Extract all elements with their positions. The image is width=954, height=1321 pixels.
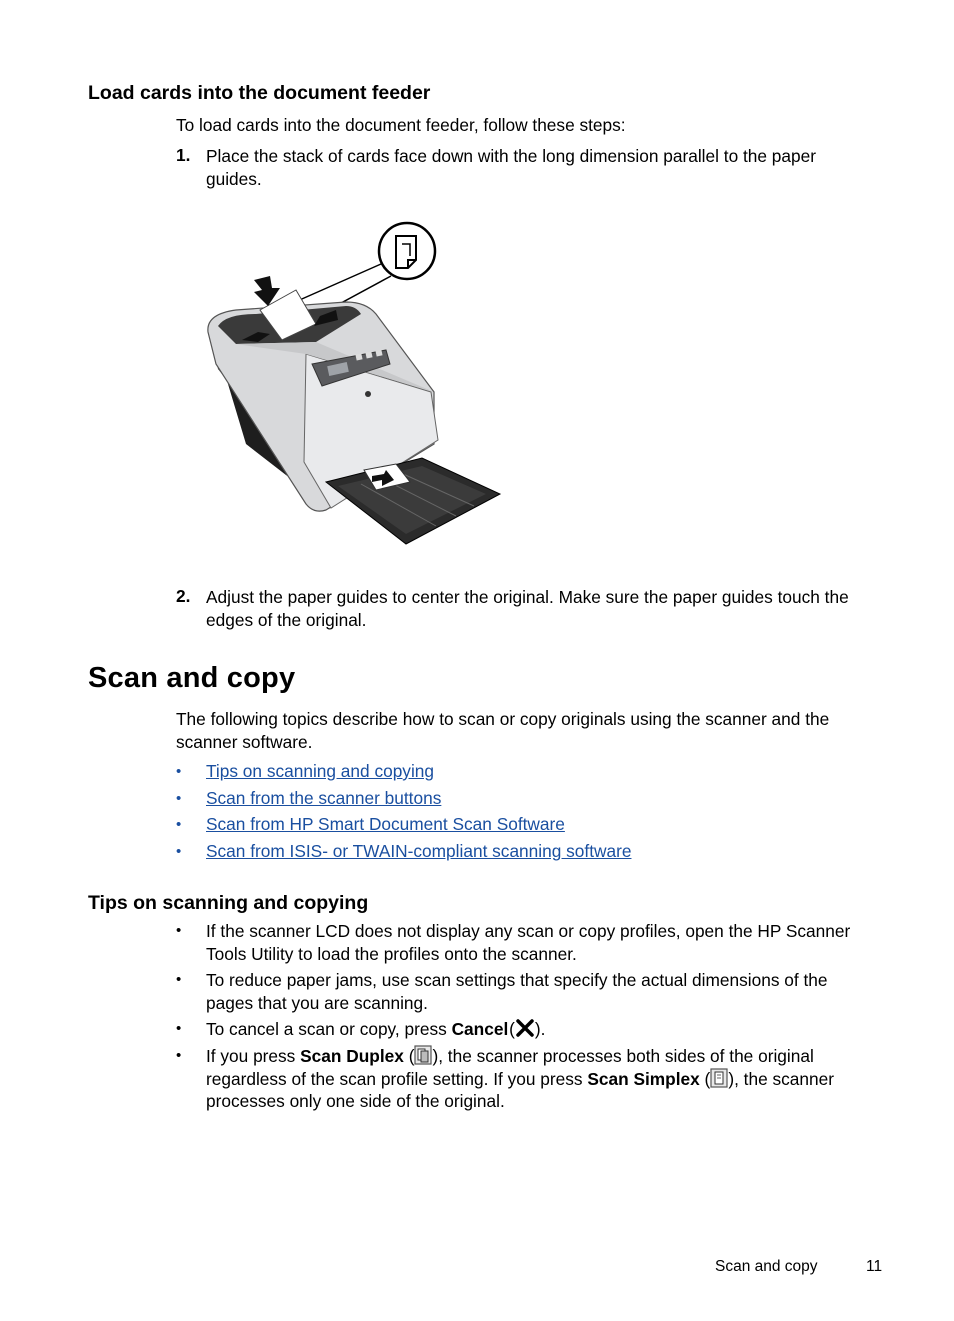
list-bullet: • (176, 1047, 182, 1064)
step-2-line2: edges of the original. (206, 609, 367, 630)
link-scan-from-isis-twain[interactable]: Scan from ISIS- or TWAIN-compliant scanning software (206, 841, 632, 861)
tip-2 (206, 969, 906, 1014)
step-2-text (206, 586, 906, 631)
scan-intro-line1: The following topics describe how to scan or copy originals using the scanner and the (176, 709, 830, 729)
tip-4-line3: processes only one side of the original. (206, 1091, 505, 1111)
scan-and-copy-intro (176, 708, 896, 753)
link-tips-on-scanning[interactable]: Tips on scanning and copying (206, 761, 435, 781)
tip-4-line1: If you press Scan Duplex ( ), the scanner processes both sides of the original (206, 1046, 814, 1066)
section-heading-load-cards: Load cards into the document feeder (88, 82, 431, 104)
step-2-line1: Adjust the paper guides to center the original. Make sure the paper guides touch the (206, 587, 849, 607)
tip-4-line2: regardless of the scan profile setting. If you press Scan Simplex ( ), the scanner (206, 1068, 834, 1089)
list-bullet: • (176, 816, 182, 833)
link-scan-from-hp-smart[interactable]: Scan from HP Smart Document Scan Software (206, 814, 565, 834)
scan-duplex-label: Scan Duplex (300, 1046, 404, 1066)
cancel-x-icon (515, 1018, 535, 1038)
list-bullet: • (176, 763, 182, 780)
step-1-line1: Place the stack of cards face down with the long dimension parallel to the paper (206, 146, 816, 166)
scan-intro-line2: scanner software. (176, 731, 313, 752)
card-icon (396, 236, 416, 268)
tip-1 (206, 920, 906, 965)
tip-2-line2: pages that you are scanning. (206, 992, 428, 1013)
tip-4 (206, 1045, 906, 1113)
section-heading-scan-and-copy: Scan and copy (88, 662, 296, 694)
cancel-label: Cancel (451, 1019, 509, 1039)
section-heading-tips: Tips on scanning and copying (88, 892, 369, 914)
list-bullet: • (176, 922, 182, 939)
scan-simplex-label: Scan Simplex (587, 1068, 700, 1089)
scanner-illustration (196, 214, 508, 554)
link-scan-from-buttons[interactable]: Scan from the scanner buttons (206, 788, 442, 808)
scan-simplex-icon (710, 1068, 728, 1088)
list-bullet: • (176, 1020, 182, 1037)
step-1-line2: guides. (206, 168, 262, 189)
step-number-1: 1. (176, 145, 191, 165)
tip-1-line1: If the scanner LCD does not display any scan or copy profiles, open the HP Scanner (206, 921, 851, 941)
footer-page-number: 11 (866, 1258, 883, 1275)
list-bullet: • (176, 790, 182, 807)
step-number-2: 2. (176, 586, 191, 606)
tip-1-line2: Tools Utility to load the profiles onto the scanner. (206, 943, 577, 964)
scan-duplex-icon (414, 1045, 432, 1065)
list-bullet: • (176, 971, 182, 988)
footer-section-title: Scan and copy (715, 1258, 818, 1275)
tip-2-line1: To reduce paper jams, use scan settings that specify the actual dimensions of the (206, 970, 828, 990)
step-1-text (206, 145, 896, 190)
list-bullet: • (176, 843, 182, 860)
tip-3: To cancel a scan or copy, press Cancel ( ). (206, 1019, 546, 1039)
load-cards-intro: To load cards into the document feeder, follow these steps: (176, 115, 626, 135)
